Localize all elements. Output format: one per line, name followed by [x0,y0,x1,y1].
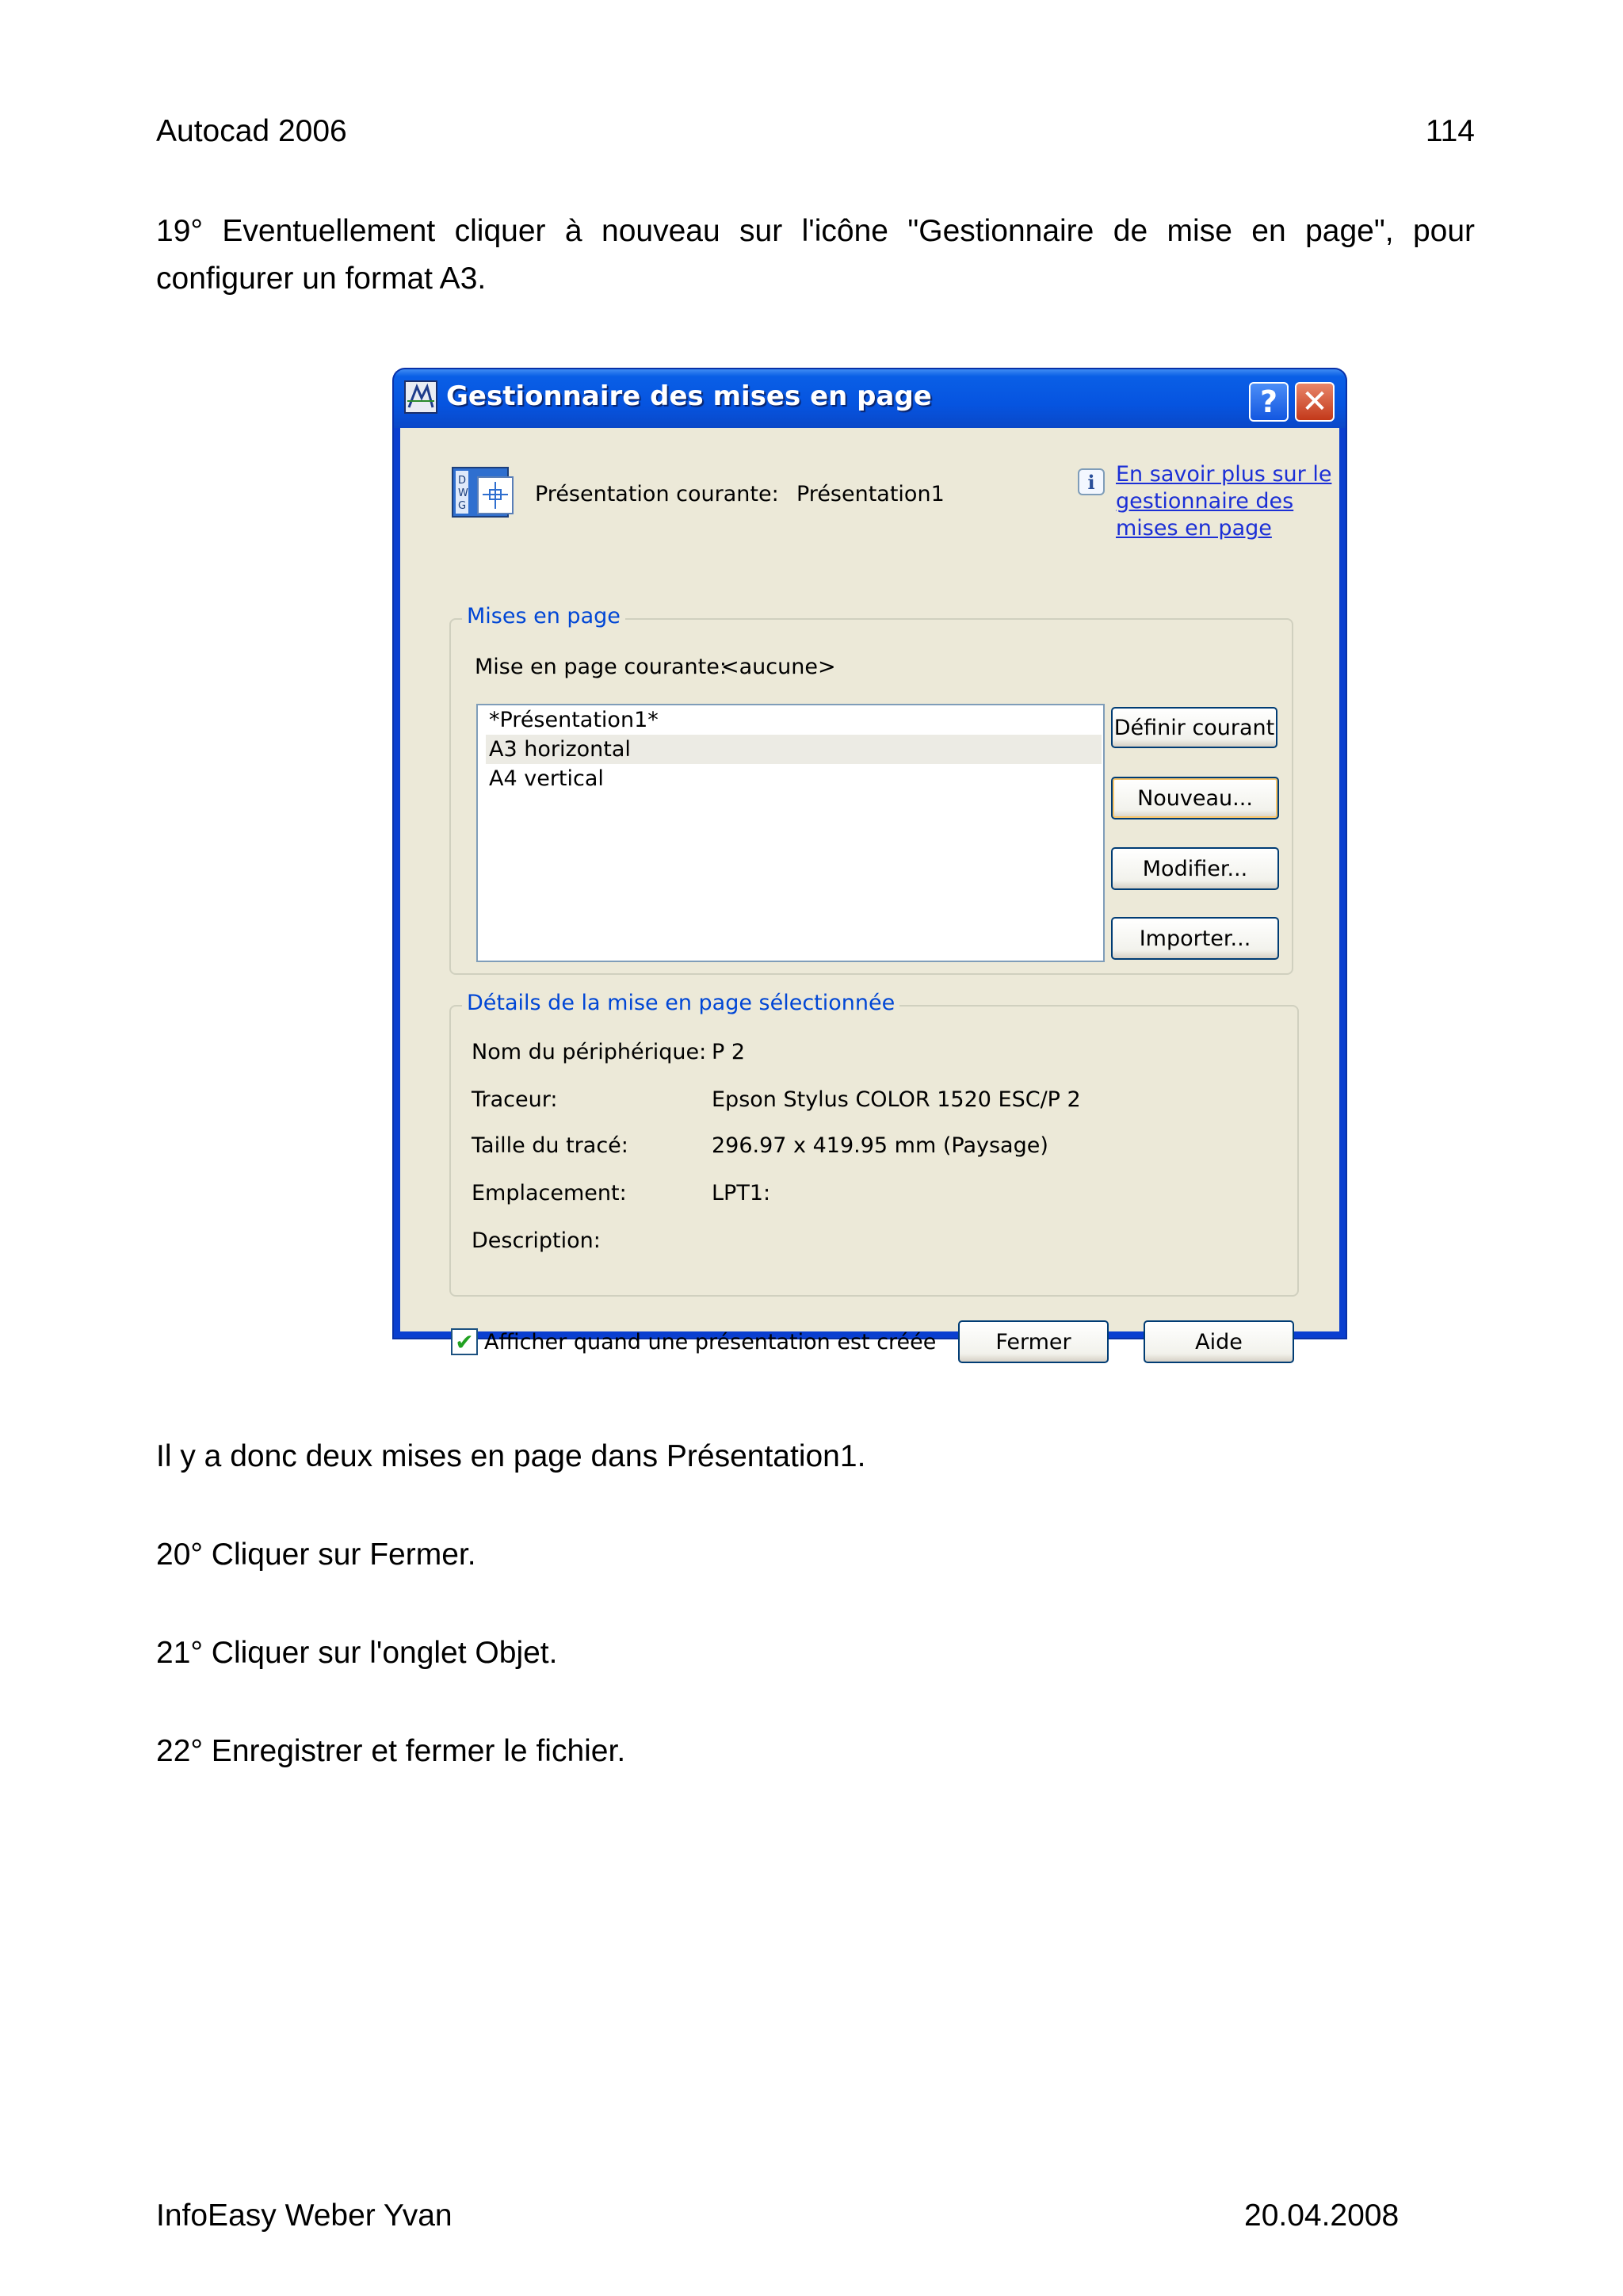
intro-paragraph: 19° Eventuellement cliquer à nouveau sur l'icône "Gestionnaire de mise en page", pour configurer un format A3. [156,214,1475,296]
current-layout-label: Présentation courante: [535,482,779,506]
paragraph-step-22: 22° Enregistrer et fermer le fichier. [156,1734,626,1768]
page-setup-manager-dialog [394,369,1346,1355]
close-title-button[interactable]: ✕ [1295,382,1335,422]
dialog-client-area [400,428,1339,1355]
page-setups-list[interactable] [476,704,1105,962]
learn-more-link-line-3[interactable]: mises en page [1116,516,1272,541]
page-setups-legend: Mises en page [462,604,625,628]
show-on-create-label: Afficher quand une présentation est créée [484,1330,937,1354]
info-icon: i [1078,468,1105,495]
page-number: 114 [1425,114,1475,148]
dwg-layout-icon [451,466,516,521]
footer-author: InfoEasy Weber Yvan [156,2199,453,2233]
help-button[interactable]: Aide [1144,1320,1294,1363]
location-label: Emplacement: [472,1181,627,1205]
details-legend: Détails de la mise en page sélectionnée [462,991,899,1015]
device-name-value: P 2 [712,1040,746,1064]
close-button[interactable]: Fermer [958,1320,1109,1363]
list-item[interactable]: A4 vertical [489,766,604,791]
list-item[interactable]: *Présentation1* [489,708,659,732]
plotter-value: Epson Stylus COLOR 1520 ESC/P 2 [712,1087,1081,1112]
list-item-selected[interactable]: A3 horizontal [486,735,1102,764]
dialog-titlebar [394,369,1346,428]
svg-text:W: W [458,487,468,499]
footer-date: 20.04.2008 [1244,2199,1400,2233]
location-value: LPT1: [712,1181,771,1205]
new-button[interactable]: Nouveau... [1111,777,1279,819]
current-layout-value: Présentation1 [796,482,945,506]
show-on-create-checkbox[interactable]: ✔ [451,1328,478,1355]
svg-text:D: D [458,475,467,487]
svg-text:G: G [458,500,467,512]
plotter-label: Traceur: [472,1087,558,1112]
paragraph-step-21: 21° Cliquer sur l'onglet Objet. [156,1636,558,1670]
paragraph-summary: Il y a donc deux mises en page dans Présentation1. [156,1439,866,1473]
plot-size-value: 296.97 x 419.95 mm (Paysage) [712,1133,1048,1158]
autocad-app-icon [404,380,437,414]
current-page-setup-label: Mise en page courante: [475,655,727,679]
current-page-setup-value: <aucune> [721,655,836,679]
device-name-label: Nom du périphérique: [472,1040,707,1064]
learn-more-link-line-1[interactable]: En savoir plus sur le [1116,462,1332,487]
plot-size-label: Taille du tracé: [472,1133,628,1158]
header-title: Autocad 2006 [156,114,347,148]
set-current-button[interactable]: Définir courant [1111,707,1277,748]
paragraph-step-20: 20° Cliquer sur Fermer. [156,1538,476,1572]
import-button[interactable]: Importer... [1111,917,1279,960]
description-label: Description: [472,1228,601,1253]
modify-button[interactable]: Modifier... [1111,847,1279,890]
dialog-title: Gestionnaire des mises en page [446,380,932,412]
learn-more-link-line-2[interactable]: gestionnaire des [1116,489,1294,514]
help-title-button[interactable]: ? [1249,382,1289,422]
